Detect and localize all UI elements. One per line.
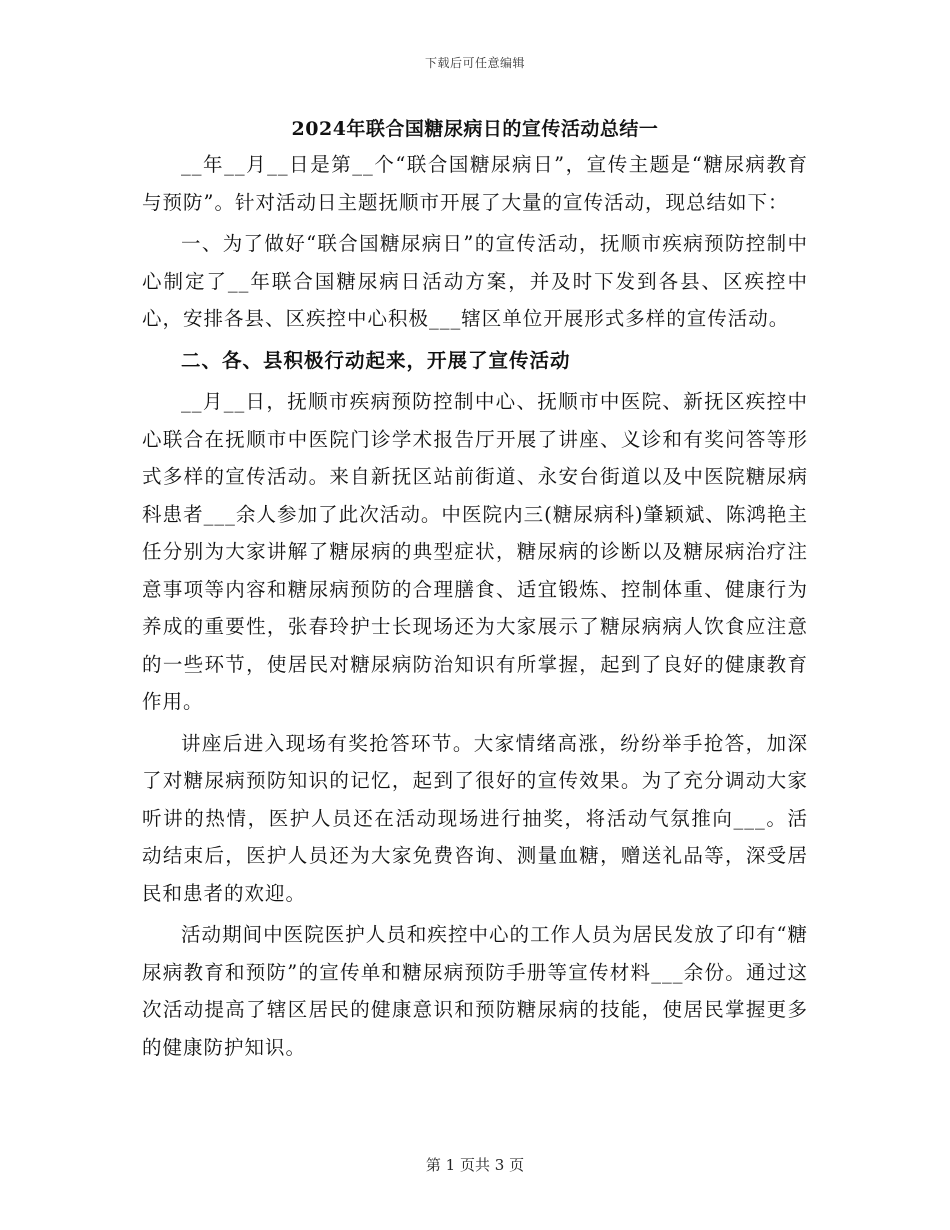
paragraph-lecture: __月__日，抚顺市疾病预防控制中心、抚顺市中医院、新抚区疾控中心联合在抚顺市中医院门诊学术报告厅开展了讲座、义诊和有奖问答等形式多样的宣传活动。来自新抚区站前街道、永安台街道以及中医院糖尿病科患者___余人参加了此次活动。中医院内三(糖尿病科)肇颖斌、陈鸿艳主任分别为大家讲解了糖尿病的典型症状，糖尿病的诊断以及糖尿病治疗注意事项等内容和糖尿病预防的合理膳食、适宜锻炼、控制体重、健康行为养成的重要性，张春玲护士长现场还为大家展示了糖尿病病人饮食应注意的一些环节，使居民对糖尿病防治知识有所掌握，起到了良好的健康教育作用。 bbox=[142, 390, 808, 713]
section-heading-two: 二、各、县积极行动起来，开展了宣传活动 bbox=[181, 348, 571, 372]
header-note: 下载后可任意编辑 bbox=[424, 56, 525, 70]
document-title: 2024年联合国糖尿病日的宣传活动总结一 bbox=[291, 118, 659, 140]
paragraph-materials: 活动期间中医院医护人员和疾控中心的工作人员为居民发放了印有“糖尿病教育和预防”的宣传单和糖尿病预防手册等宣传材料___余份。通过这次活动提高了辖区居民的健康意识和预防糖尿病的技能，使居民掌握更多的健康防护知识。 bbox=[142, 923, 808, 1059]
paragraph-intro: __年__月__日是第__个“联合国糖尿病日”，宣传主题是“糖尿病教育与预防”。针对活动日主题抚顺市开展了大量的宣传活动，现总结如下： bbox=[142, 153, 808, 214]
paragraph-quiz: 讲座后进入现场有奖抢答环节。大家情绪高涨，纷纷举手抢答，加深了对糖尿病预防知识的记忆，起到了很好的宣传效果。为了充分调动大家听讲的热情，医护人员还在活动现场进行抽奖，将活动气氛推向___。活动结束后，医护人员还为大家免费咨询、测量血糖，赠送礼品等，深受居民和患者的欢迎。 bbox=[142, 731, 808, 905]
page-number: 第 1 页共 3 页 bbox=[425, 1156, 525, 1174]
paragraph-section-one: 一、为了做好“联合国糖尿病日”的宣传活动，抚顺市疾病预防控制中心制定了__年联合国糖尿病日活动方案，并及时下发到各县、区疾控中心，安排各县、区疾控中心积极___辖区单位开展形式多样的宣传活动。 bbox=[142, 232, 808, 330]
document-body bbox=[142, 146, 808, 1070]
